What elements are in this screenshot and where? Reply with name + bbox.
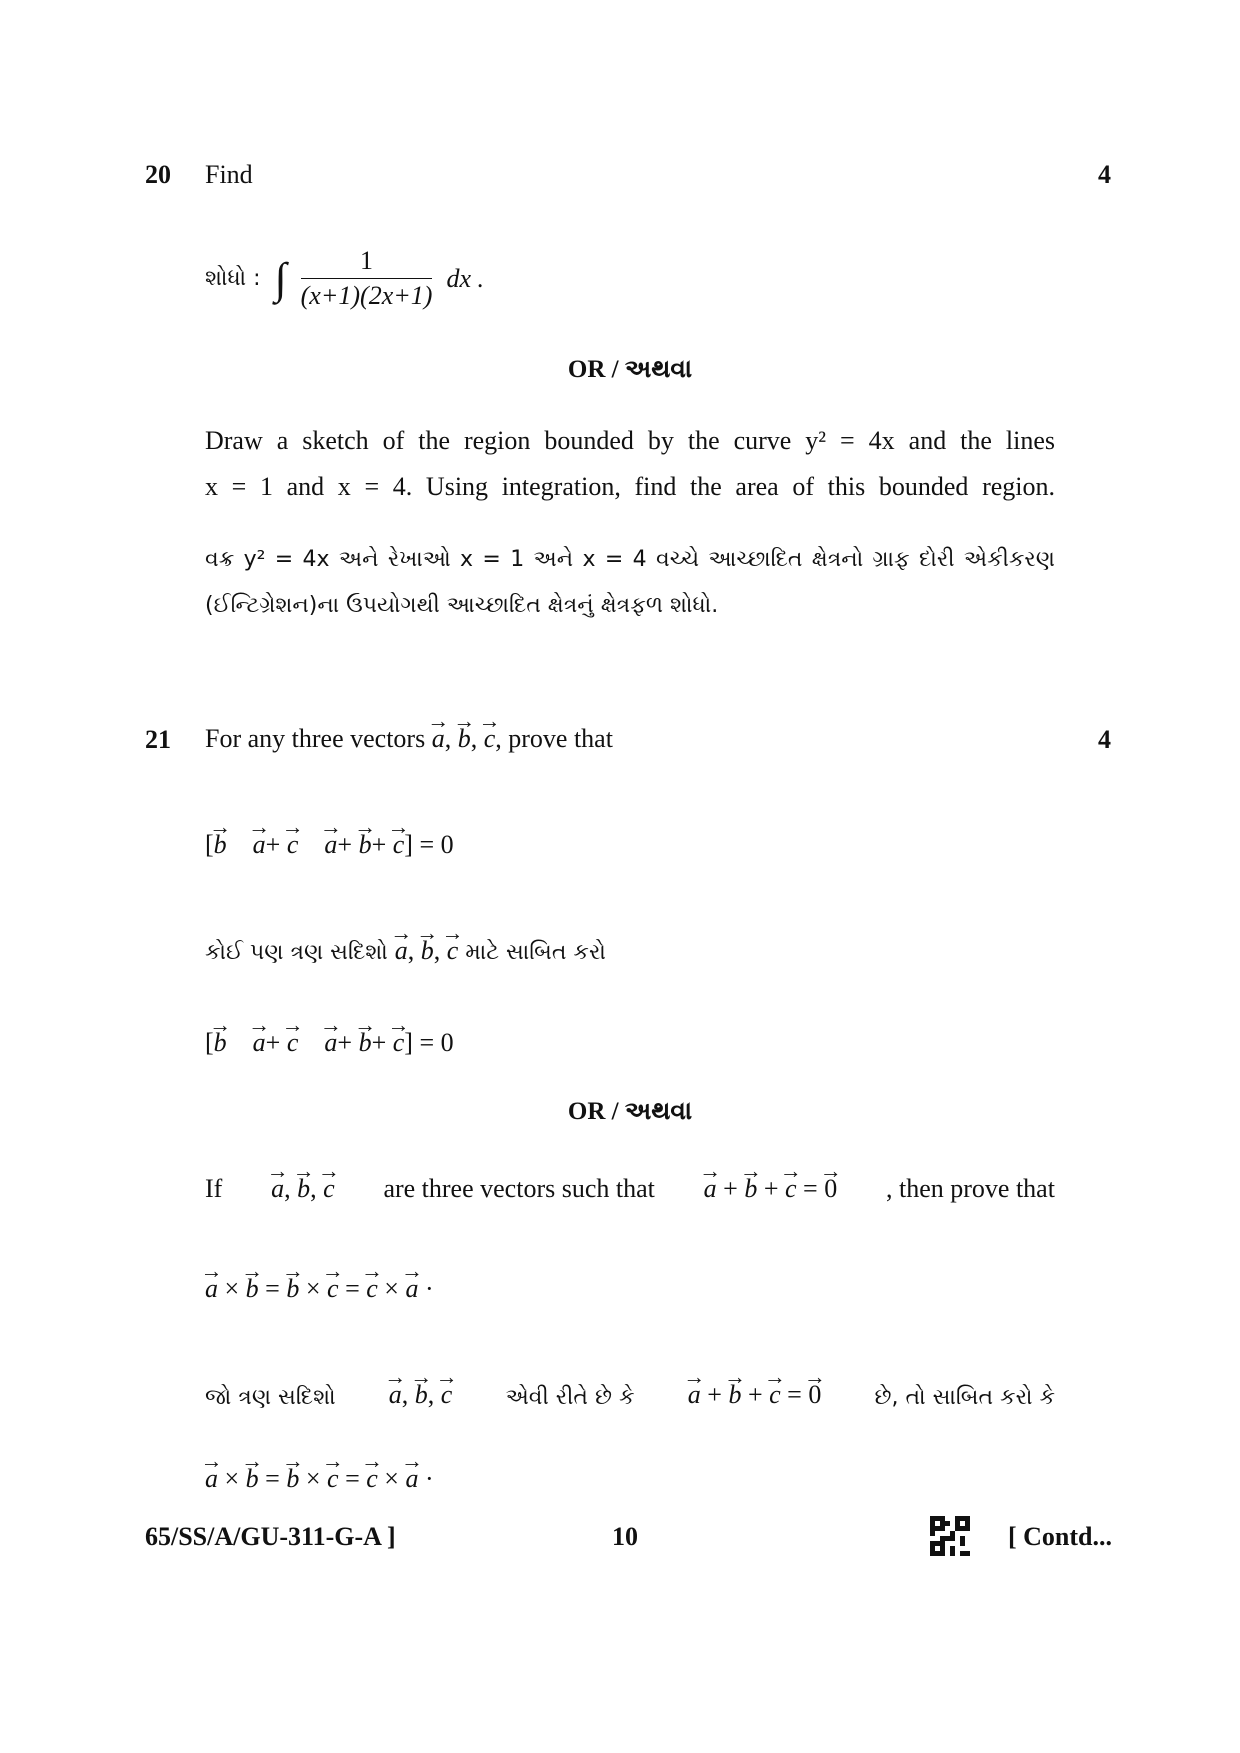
alt-gu-vector-list: → a, → b, → c bbox=[389, 1368, 453, 1410]
or-divider-20: OR / અથવા bbox=[567, 356, 693, 383]
question-21-alt-en-result: → a × → b = → b × → c = → c × → a · bbox=[205, 1262, 434, 1304]
question-20-alt-en-line1: Draw a sketch of the region bounded by the curve y² = 4x and the lines bbox=[205, 426, 1055, 455]
question-21-equation-en: [→ b → a+ → c → a+ → b+ → c] = 0 bbox=[205, 818, 454, 860]
fraction-numerator: 1 bbox=[301, 246, 433, 279]
alt-middle: are three vectors such that bbox=[383, 1174, 655, 1203]
page-number: 10 bbox=[612, 1522, 638, 1551]
integral-fraction bbox=[301, 246, 433, 311]
alt-end: , then prove that bbox=[886, 1174, 1055, 1203]
alt-gu-end: છે, તો સાબિત કરો કે bbox=[874, 1385, 1055, 1410]
question-21-prompt-en bbox=[205, 712, 613, 754]
alt-gu-vector-sum: → a + → b + → c = → 0 bbox=[688, 1368, 822, 1410]
question-number-21: 21 bbox=[145, 725, 171, 754]
question-21-prompt-before: For any three vectors bbox=[205, 724, 426, 753]
vector-list: → a, → b, → c bbox=[432, 724, 496, 753]
question-21-marks: 4 bbox=[1098, 725, 1111, 754]
question-20-prompt-gu: શોધો : bbox=[205, 266, 261, 291]
question-21-alt-en bbox=[205, 1162, 1055, 1204]
or-divider-21: OR / અથવા bbox=[567, 1098, 693, 1125]
paper-code: 65/SS/A/GU-311-G-A ] bbox=[145, 1522, 396, 1551]
alt-gu-middle: એવી રીતે છે કે bbox=[505, 1385, 635, 1410]
question-20-alt-en-line2: x = 1 and x = 4. Using integration, find the area of this bounded region. bbox=[205, 472, 1055, 501]
alt-gu-before: જો ત્રણ સદિશો bbox=[205, 1385, 336, 1410]
question-21-prompt-gu bbox=[205, 924, 606, 966]
question-20-marks: 4 bbox=[1098, 160, 1111, 189]
question-number-20: 20 bbox=[145, 160, 171, 189]
question-21-prompt-after: , prove that bbox=[495, 724, 613, 753]
question-21-equation-gu: [→ b → a+ → c → a+ → b+ → c] = 0 bbox=[205, 1016, 454, 1058]
alt-vector-list: → a, → b, → c bbox=[271, 1162, 335, 1204]
question-20-alt-gu-line1: વક્ર y² = 4x અને રેખાઓ x = 1 અને x = 4 વચ્ચે આચ્છાદિત ક્ષેત્રનો ગ્રાફ દોરી એકીકરણ bbox=[205, 547, 1055, 572]
alt-vector-sum: → a + → b + → c = → 0 bbox=[704, 1162, 838, 1204]
question-20-prompt-en: Find bbox=[205, 160, 253, 189]
question-21-alt-gu bbox=[205, 1368, 1055, 1410]
question-21-gu-after: માટે સાબિત કરો bbox=[465, 940, 606, 965]
fraction-denominator: (x+1)(2x+1) bbox=[300, 281, 433, 310]
question-20-integral bbox=[205, 246, 484, 311]
vector-list-gu: → a, → b, → c bbox=[395, 936, 459, 965]
question-21-alt-gu-result: → a × → b = → b × → c = → c × → a · bbox=[205, 1452, 434, 1494]
alt-if: If bbox=[205, 1174, 223, 1203]
continued-label: [ Contd... bbox=[1008, 1522, 1113, 1551]
integral-sign: ∫ bbox=[274, 254, 287, 303]
integral-dx: dx . bbox=[446, 263, 484, 293]
question-20-alt-gu-line2: (ઈન્ટિગ્રેશન)ના ઉપયોગથી આચ્છાદિત ક્ષેત્રનું ક્ષેત્રફળ શોધો. bbox=[205, 593, 719, 618]
question-21-gu-before: કોઈ પણ ત્રણ સદિશો bbox=[205, 940, 388, 965]
qr-code-icon bbox=[930, 1516, 970, 1563]
